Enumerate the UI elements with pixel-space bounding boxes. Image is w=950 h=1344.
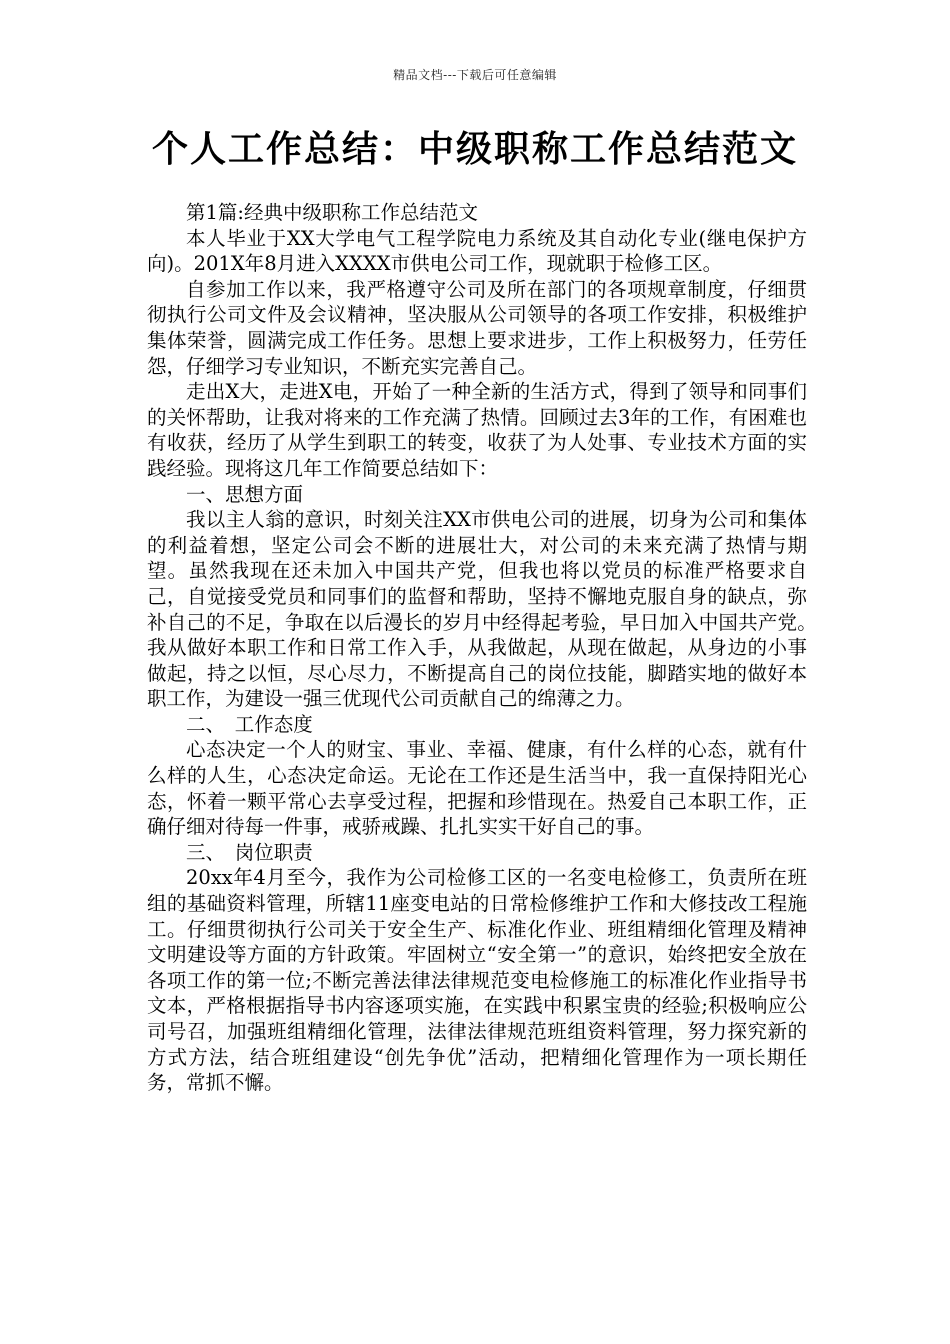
header-note: 精品文档---下载后可任意编辑 <box>393 68 557 82</box>
heading-duties: 三、 岗位职责 <box>186 840 313 864</box>
paragraph-duties: 20xx年4月至今，我作为公司检修工区的一名变电检修工，负责所在班组的基础资料管理，所辖11座变电站的日常检修维护工作和大修技改工程施工。仔细贯彻执行公司关于安全生产、标准化作业、班组精细化管理及精神文明建设等方面的方针政策。牢固树立“安全第一”的意识，始终把安全放在各项工作的第一位;不断完善法律法律规范变电检修施工的标准化作业指导书文本，严格根据指导书内容逐项实施，在实践中积累宝贵的经验;积极响应公司号召，加强班组精细化管理，法律法律规范班组资料管理，努力探究新的方式方法，结合班组建设“创先争优”活动，把精细化管理作为一项长期任务，常抓不懈。 <box>147 866 807 1095</box>
paragraph-thinking: 我以主人翁的意识，时刻关注XX市供电公司的进展，切身为公司和集体的利益着想，坚定公司会不断的进展壮大，对公司的未来充满了热情与期望。虽然我现在还未加入中国共产党，但我也将以党员的标准严格要求自己，自觉接受党员和同事们的监督和帮助，坚持不懈地克服自身的缺点，弥补自己的不足，争取在以后漫长的岁月中经得起考验，早日加入中国共产党。 我从做好本职工作和日常工作入手，从我做起，从现在做起，从身边的小事做起，持之以恒，尽心尽力，不断提高自己的岗位技能，脚踏实地的做好本职工作，为建设一强三优现代公司贡献自己的绵薄之力。 <box>147 508 847 711</box>
paragraph-discipline: 自参加工作以来，我严格遵守公司及所在部门的各项规章制度，仔细贯彻执行公司文件及会议精神，坚决服从公司领导的各项工作安排，积极维护集体荣誉，圆满完成工作任务。思想上要求进步，工作上积极努力，任劳任怨，仔细学习专业知识，不断充实完善自己。 <box>147 277 807 378</box>
document-title: 个人工作总结：中级职称工作总结范文 <box>151 129 798 170</box>
heading-attitude: 二、 工作态度 <box>186 712 313 736</box>
section-title: 第1篇:经典中级职称工作总结范文 <box>186 201 478 224</box>
paragraph-review: 走出X大，走进X电，开始了一种全新的生活方式，得到了领导和同事们的关怀帮助，让我对将来的工作充满了热情。回顾过去3年的工作，有困难也有收获，经历了从学生到职工的转变，收获了为人处事、专业技术方面的实践经验。现将这几年工作简要总结如下： <box>147 380 807 480</box>
paragraph-intro: 本人毕业于XX大学电气工程学院电力系统及其自动化专业(继电保护方向)。201X年8月进入XXXX市供电公司工作，现就职于检修工区。 <box>147 226 807 276</box>
paragraph-attitude: 心态决定一个人的财宝、事业、幸福、健康，有什么样的心态，就有什么样的人生，心态决定命运。无论在工作还是生活当中，我一直保持阳光心态，怀着一颗平常心去享受过程，把握和珍惜现在。热爱自己本职工作，正确仔细对待每一件事，戒骄戒躁、扎扎实实干好自己的事。 <box>147 738 807 839</box>
heading-thinking: 一、思想方面 <box>186 482 304 506</box>
document-body <box>147 200 847 1096</box>
